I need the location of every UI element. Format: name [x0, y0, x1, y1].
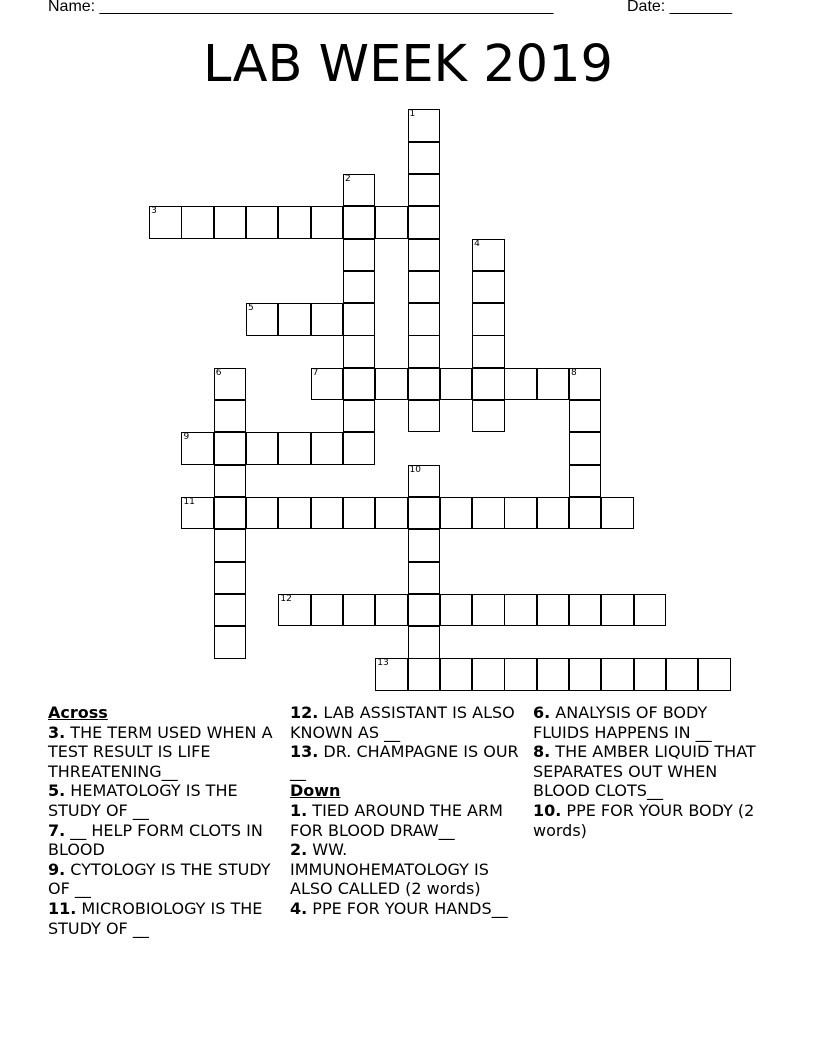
cell-number: 10: [409, 464, 421, 475]
crossword-cell[interactable]: [408, 206, 440, 238]
cell-number: 8: [571, 367, 577, 378]
clue-down-4: [290, 899, 522, 919]
cell-number: 3: [151, 206, 157, 217]
crossword-cell[interactable]: [569, 497, 601, 529]
clue-text: __ HELP FORM CLOTS IN BLOOD: [48, 820, 263, 860]
crossword-cell[interactable]: [278, 206, 310, 238]
clue-across-9: [48, 860, 280, 899]
crossword-cell[interactable]: [343, 497, 375, 529]
crossword-cell[interactable]: [343, 271, 375, 303]
cell-number: 4: [474, 238, 480, 249]
clue-number: 8.: [533, 742, 551, 762]
crossword-cell[interactable]: [504, 497, 536, 529]
clue-number: 3.: [48, 722, 66, 742]
crossword-cell[interactable]: [408, 529, 440, 561]
crossword-cell[interactable]: [278, 497, 310, 529]
crossword-cell[interactable]: [408, 497, 440, 529]
clue-down-8: [533, 742, 765, 801]
crossword-cell[interactable]: [214, 529, 246, 561]
name-field-label: Name: ___________________________________________________: [48, 0, 554, 15]
crossword-cell[interactable]: [472, 239, 504, 271]
crossword-cell[interactable]: [408, 142, 440, 174]
cell-number: 6: [215, 367, 222, 378]
date-field-label: Date: _______: [627, 0, 732, 15]
crossword-cell[interactable]: [343, 206, 375, 238]
crossword-cell[interactable]: [472, 303, 504, 335]
crossword-cell[interactable]: [343, 239, 375, 271]
clue-across-11: [48, 899, 280, 938]
crossword-cell[interactable]: [440, 497, 472, 529]
clue-number: 13.: [290, 742, 319, 762]
clue-column-1: [48, 703, 280, 938]
crossword-cell[interactable]: [601, 658, 633, 690]
crossword-cell[interactable]: [440, 594, 472, 626]
crossword-cell[interactable]: [537, 368, 569, 400]
crossword-cell[interactable]: [537, 497, 569, 529]
crossword-cell[interactable]: [472, 658, 504, 690]
crossword-cell[interactable]: [569, 465, 601, 497]
crossword-cell[interactable]: [375, 594, 407, 626]
crossword-cell[interactable]: [246, 206, 278, 238]
crossword-cell[interactable]: [472, 400, 504, 432]
cell-number: 9: [183, 432, 190, 443]
clue-across-3: [48, 723, 280, 782]
crossword-cell[interactable]: [601, 594, 633, 626]
crossword-cell[interactable]: [569, 594, 601, 626]
cell-number: 2: [344, 173, 351, 184]
clue-number: 12.: [290, 703, 319, 722]
crossword-cell[interactable]: [343, 432, 375, 464]
crossword-cell[interactable]: [311, 368, 343, 400]
clue-down-6: [533, 703, 765, 742]
crossword-cell[interactable]: [246, 432, 278, 464]
crossword-cell[interactable]: [440, 658, 472, 690]
crossword-cell[interactable]: [408, 465, 440, 497]
crossword-cell[interactable]: [375, 368, 407, 400]
crossword-cell[interactable]: [408, 658, 440, 690]
crossword-cell[interactable]: [311, 303, 343, 335]
crossword-cell[interactable]: [181, 432, 213, 464]
cell-number: 1: [409, 109, 416, 120]
crossword-cell[interactable]: [569, 432, 601, 464]
cell-number: 5: [248, 303, 254, 314]
clue-text: THE TERM USED WHEN A TEST RESULT IS LIFE THREATENING__: [48, 722, 273, 781]
crossword-cell[interactable]: [634, 658, 666, 690]
crossword-cell[interactable]: [343, 174, 375, 206]
crossword-cell[interactable]: [408, 626, 440, 658]
across-heading: Across: [48, 703, 108, 722]
clue-text: MICROBIOLOGY IS THE STUDY OF __: [48, 898, 263, 938]
crossword-cell[interactable]: [181, 206, 213, 238]
clue-text: LAB ASSISTANT IS ALSO KNOWN AS __: [290, 703, 515, 742]
crossword-cell[interactable]: [569, 368, 601, 400]
clue-number: 4.: [290, 898, 308, 918]
clue-column-2: [290, 703, 522, 919]
crossword-cell[interactable]: [666, 658, 698, 690]
clue-text: WW. IMMUNOHEMATOLOGY IS ALSO CALLED (2 words): [290, 840, 489, 899]
clue-across-7: [48, 821, 280, 860]
crossword-cell[interactable]: [440, 368, 472, 400]
crossword-cell[interactable]: [408, 271, 440, 303]
crossword-cell[interactable]: [214, 206, 246, 238]
clue-number: 5.: [48, 781, 66, 801]
crossword-cell[interactable]: [408, 368, 440, 400]
crossword-cell[interactable]: [214, 465, 246, 497]
clue-text: DR. CHAMPAGNE IS OUR __: [290, 742, 519, 781]
cell-number: 12: [280, 593, 292, 604]
crossword-cell[interactable]: [408, 109, 440, 141]
crossword-cell[interactable]: [214, 562, 246, 594]
crossword-cell[interactable]: [408, 400, 440, 432]
crossword-cell[interactable]: [311, 497, 343, 529]
crossword-cell[interactable]: [343, 303, 375, 335]
crossword-cell[interactable]: [537, 594, 569, 626]
crossword-cell[interactable]: [408, 594, 440, 626]
clue-number: 11.: [48, 898, 77, 918]
crossword-cell[interactable]: [601, 497, 633, 529]
crossword-cell[interactable]: [375, 658, 407, 690]
clue-number: 10.: [533, 800, 562, 820]
crossword-cell[interactable]: [569, 658, 601, 690]
clue-text: TIED AROUND THE ARM FOR BLOOD DRAW__: [290, 800, 503, 840]
clue-across-13: [290, 742, 522, 781]
crossword-cell[interactable]: [311, 432, 343, 464]
crossword-cell[interactable]: [343, 594, 375, 626]
crossword-cell[interactable]: [278, 432, 310, 464]
crossword-cell[interactable]: [408, 562, 440, 594]
crossword-cell[interactable]: [214, 400, 246, 432]
down-heading: Down: [290, 781, 341, 801]
cell-number: 13: [377, 658, 389, 669]
crossword-cell[interactable]: [278, 303, 310, 335]
clue-text: THE AMBER LIQUID THAT SEPARATES OUT WHEN BLOOD CLOTS__: [533, 742, 756, 801]
crossword-cell[interactable]: [214, 594, 246, 626]
crossword-cell[interactable]: [472, 368, 504, 400]
crossword-cell[interactable]: [472, 497, 504, 529]
clue-number: 2.: [290, 840, 308, 860]
clue-number: 6.: [533, 703, 551, 722]
clue-text: PPE FOR YOUR HANDS__: [307, 898, 508, 918]
crossword-cell[interactable]: [278, 594, 310, 626]
clue-down-2: [290, 840, 522, 899]
clue-down-10: [533, 801, 765, 840]
crossword-cell[interactable]: [375, 497, 407, 529]
clue-column-3: [533, 703, 765, 840]
crossword-cell[interactable]: [343, 400, 375, 432]
crossword-cell[interactable]: [504, 594, 536, 626]
cell-number: 11: [183, 496, 195, 507]
clue-number: 1.: [290, 800, 308, 820]
crossword-cell[interactable]: [214, 368, 246, 400]
crossword-cell[interactable]: [569, 400, 601, 432]
crossword-cell[interactable]: [311, 594, 343, 626]
crossword-cell[interactable]: [472, 335, 504, 367]
clue-number: 7.: [48, 820, 66, 840]
crossword-cell[interactable]: [504, 368, 536, 400]
crossword-cell[interactable]: [246, 497, 278, 529]
crossword-cell[interactable]: [343, 335, 375, 367]
clue-across-12: [290, 703, 522, 742]
crossword-cell[interactable]: [472, 271, 504, 303]
clue-text: ANALYSIS OF BODY FLUIDS HAPPENS IN __: [533, 703, 712, 742]
page-title: LAB WEEK 2019: [203, 35, 613, 94]
crossword-cell[interactable]: [214, 432, 246, 464]
clue-text: PPE FOR YOUR BODY (2 words): [533, 800, 755, 840]
crossword-cell[interactable]: [181, 497, 213, 529]
crossword-cell[interactable]: [311, 206, 343, 238]
crossword-cell[interactable]: [408, 174, 440, 206]
clue-text: HEMATOLOGY IS THE STUDY OF __: [48, 781, 238, 820]
crossword-cell[interactable]: [343, 368, 375, 400]
crossword-cell[interactable]: [246, 303, 278, 335]
crossword-cell[interactable]: [504, 658, 536, 690]
crossword-cell[interactable]: [408, 239, 440, 271]
clue-across-5: [48, 781, 280, 820]
crossword-cell[interactable]: [214, 497, 246, 529]
cell-number: 7: [312, 367, 319, 378]
crossword-cell[interactable]: [408, 335, 440, 367]
crossword-cell[interactable]: [149, 206, 181, 238]
crossword-cell[interactable]: [214, 626, 246, 658]
clue-text: CYTOLOGY IS THE STUDY OF __: [48, 859, 271, 899]
crossword-cell[interactable]: [408, 303, 440, 335]
crossword-cell[interactable]: [375, 206, 407, 238]
crossword-cell[interactable]: [537, 658, 569, 690]
clue-number: 9.: [48, 859, 66, 879]
crossword-cell[interactable]: [698, 658, 730, 690]
clue-down-1: [290, 801, 522, 840]
crossword-cell[interactable]: [472, 594, 504, 626]
crossword-cell[interactable]: [634, 594, 666, 626]
